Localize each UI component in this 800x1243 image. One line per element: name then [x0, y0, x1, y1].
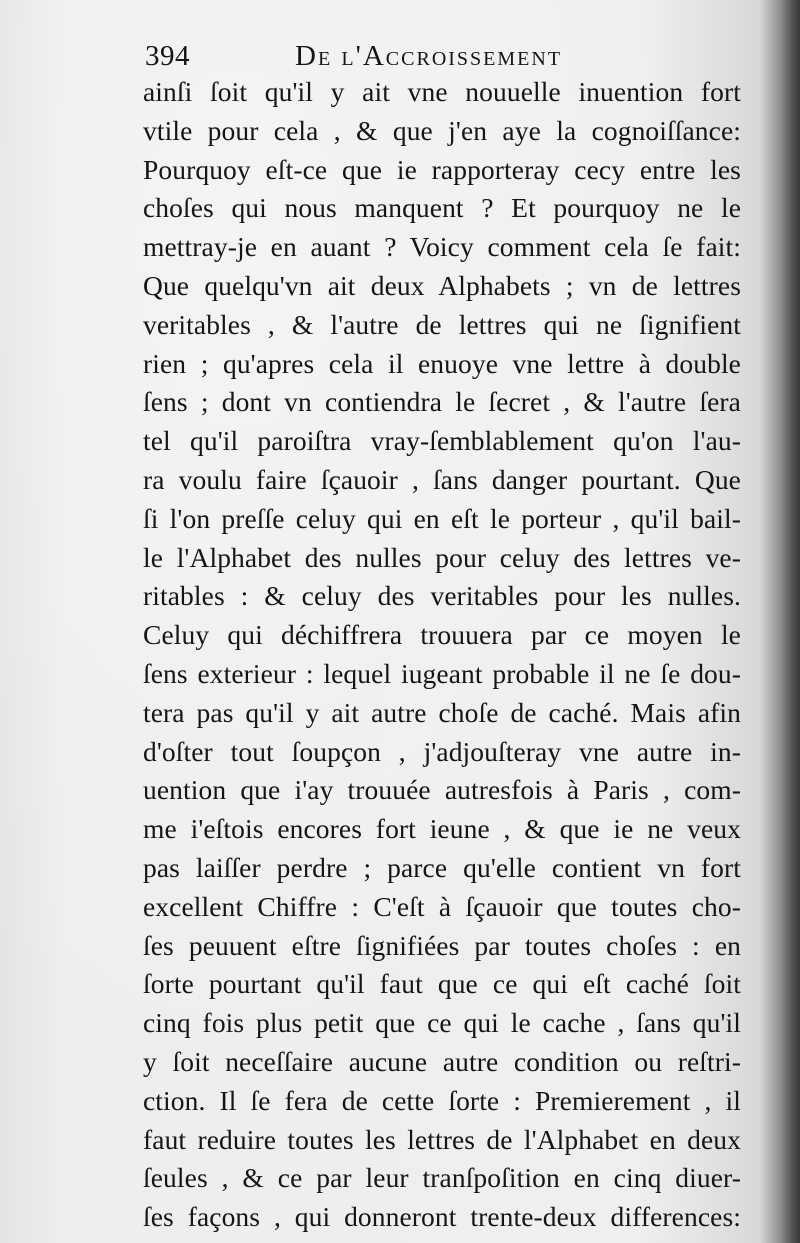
- text-line: Pourquoy eſt-ce que ie rapporteray cecy entre les: [143, 153, 741, 185]
- page-edge-shadow: [760, 0, 800, 1243]
- text-line: ſeules , & ce par leur tranſpoſition en cinq diuer-: [143, 1162, 741, 1194]
- body-text: [143, 73, 741, 1237]
- text-line: choſes qui nous manquent ? Et pourquoy ne le: [143, 192, 741, 224]
- running-head: De l'Accroissement: [295, 40, 563, 72]
- text-line: ſens ; dont vn contiendra le ſecret , & l'autre ſera: [143, 386, 741, 418]
- text-line: ſi l'on preſſe celuy qui en eſt le porteur , qu'il bail-: [143, 502, 741, 534]
- text-line: excellent Chiffre : C'eſt à ſçauoir que toutes cho-: [143, 890, 741, 922]
- text-line: ſens exterieur : lequel iugeant probable il ne ſe dou-: [143, 657, 741, 689]
- text-line: ction. Il ſe fera de cette ſorte : Premierement , il: [143, 1084, 741, 1116]
- text-line: Que quelqu'vn ait deux Alphabets ; vn de lettres: [143, 269, 741, 301]
- text-line: ſes façons , qui donneront trente-deux differences:: [143, 1201, 741, 1233]
- text-line: ſorte pourtant qu'il faut que ce qui eſt caché ſoit: [143, 968, 741, 1000]
- text-line: ra voulu faire ſçauoir , ſans danger pourtant. Que: [143, 463, 741, 495]
- text-line: d'oſter tout ſoupçon , j'adjouſteray vne autre in-: [143, 735, 741, 767]
- text-line: pas laiſſer perdre ; parce qu'elle contient vn fort: [143, 851, 741, 883]
- text-line: ſes peuuent eſtre ſignifiées par toutes choſes : en: [143, 929, 741, 961]
- text-line: cinq fois plus petit que ce qui le cache , ſans qu'il: [143, 1007, 741, 1039]
- text-line: me i'eſtois encores fort ieune , & que ie ne veux: [143, 813, 741, 845]
- text-line: uention que i'ay trouuée autresfois à Paris , com-: [143, 774, 741, 806]
- text-line: y ſoit neceſſaire aucune autre condition ou reſtri-: [143, 1045, 741, 1077]
- text-line: veritables , & l'autre de lettres qui ne ſignifient: [143, 308, 741, 340]
- text-line: vtile pour cela , & que j'en aye la cognoiſſance:: [143, 114, 741, 146]
- text-line: mettray-je en auant ? Voicy comment cela ſe fait:: [143, 231, 741, 263]
- page-number: 394: [145, 40, 190, 72]
- text-line: ainſi ſoit qu'il y ait vne nouuelle inuention fort: [143, 76, 741, 107]
- text-line: faut reduire toutes les lettres de l'Alphabet en deux: [143, 1123, 741, 1155]
- text-line: le l'Alphabet des nulles pour celuy des lettres ve-: [143, 541, 741, 573]
- text-line: tera pas qu'il y ait autre choſe de caché. Mais afin: [143, 696, 741, 728]
- text-line: Celuy qui déchiffrera trouuera par ce moyen le: [143, 619, 741, 651]
- text-line: tel qu'il paroiſtra vray-ſemblablement qu'on l'au-: [143, 425, 741, 457]
- text-line: rien ; qu'apres cela il enuoye vne lettre à double: [143, 347, 741, 379]
- text-line: ritables : & celuy des veritables pour les nulles.: [143, 580, 741, 612]
